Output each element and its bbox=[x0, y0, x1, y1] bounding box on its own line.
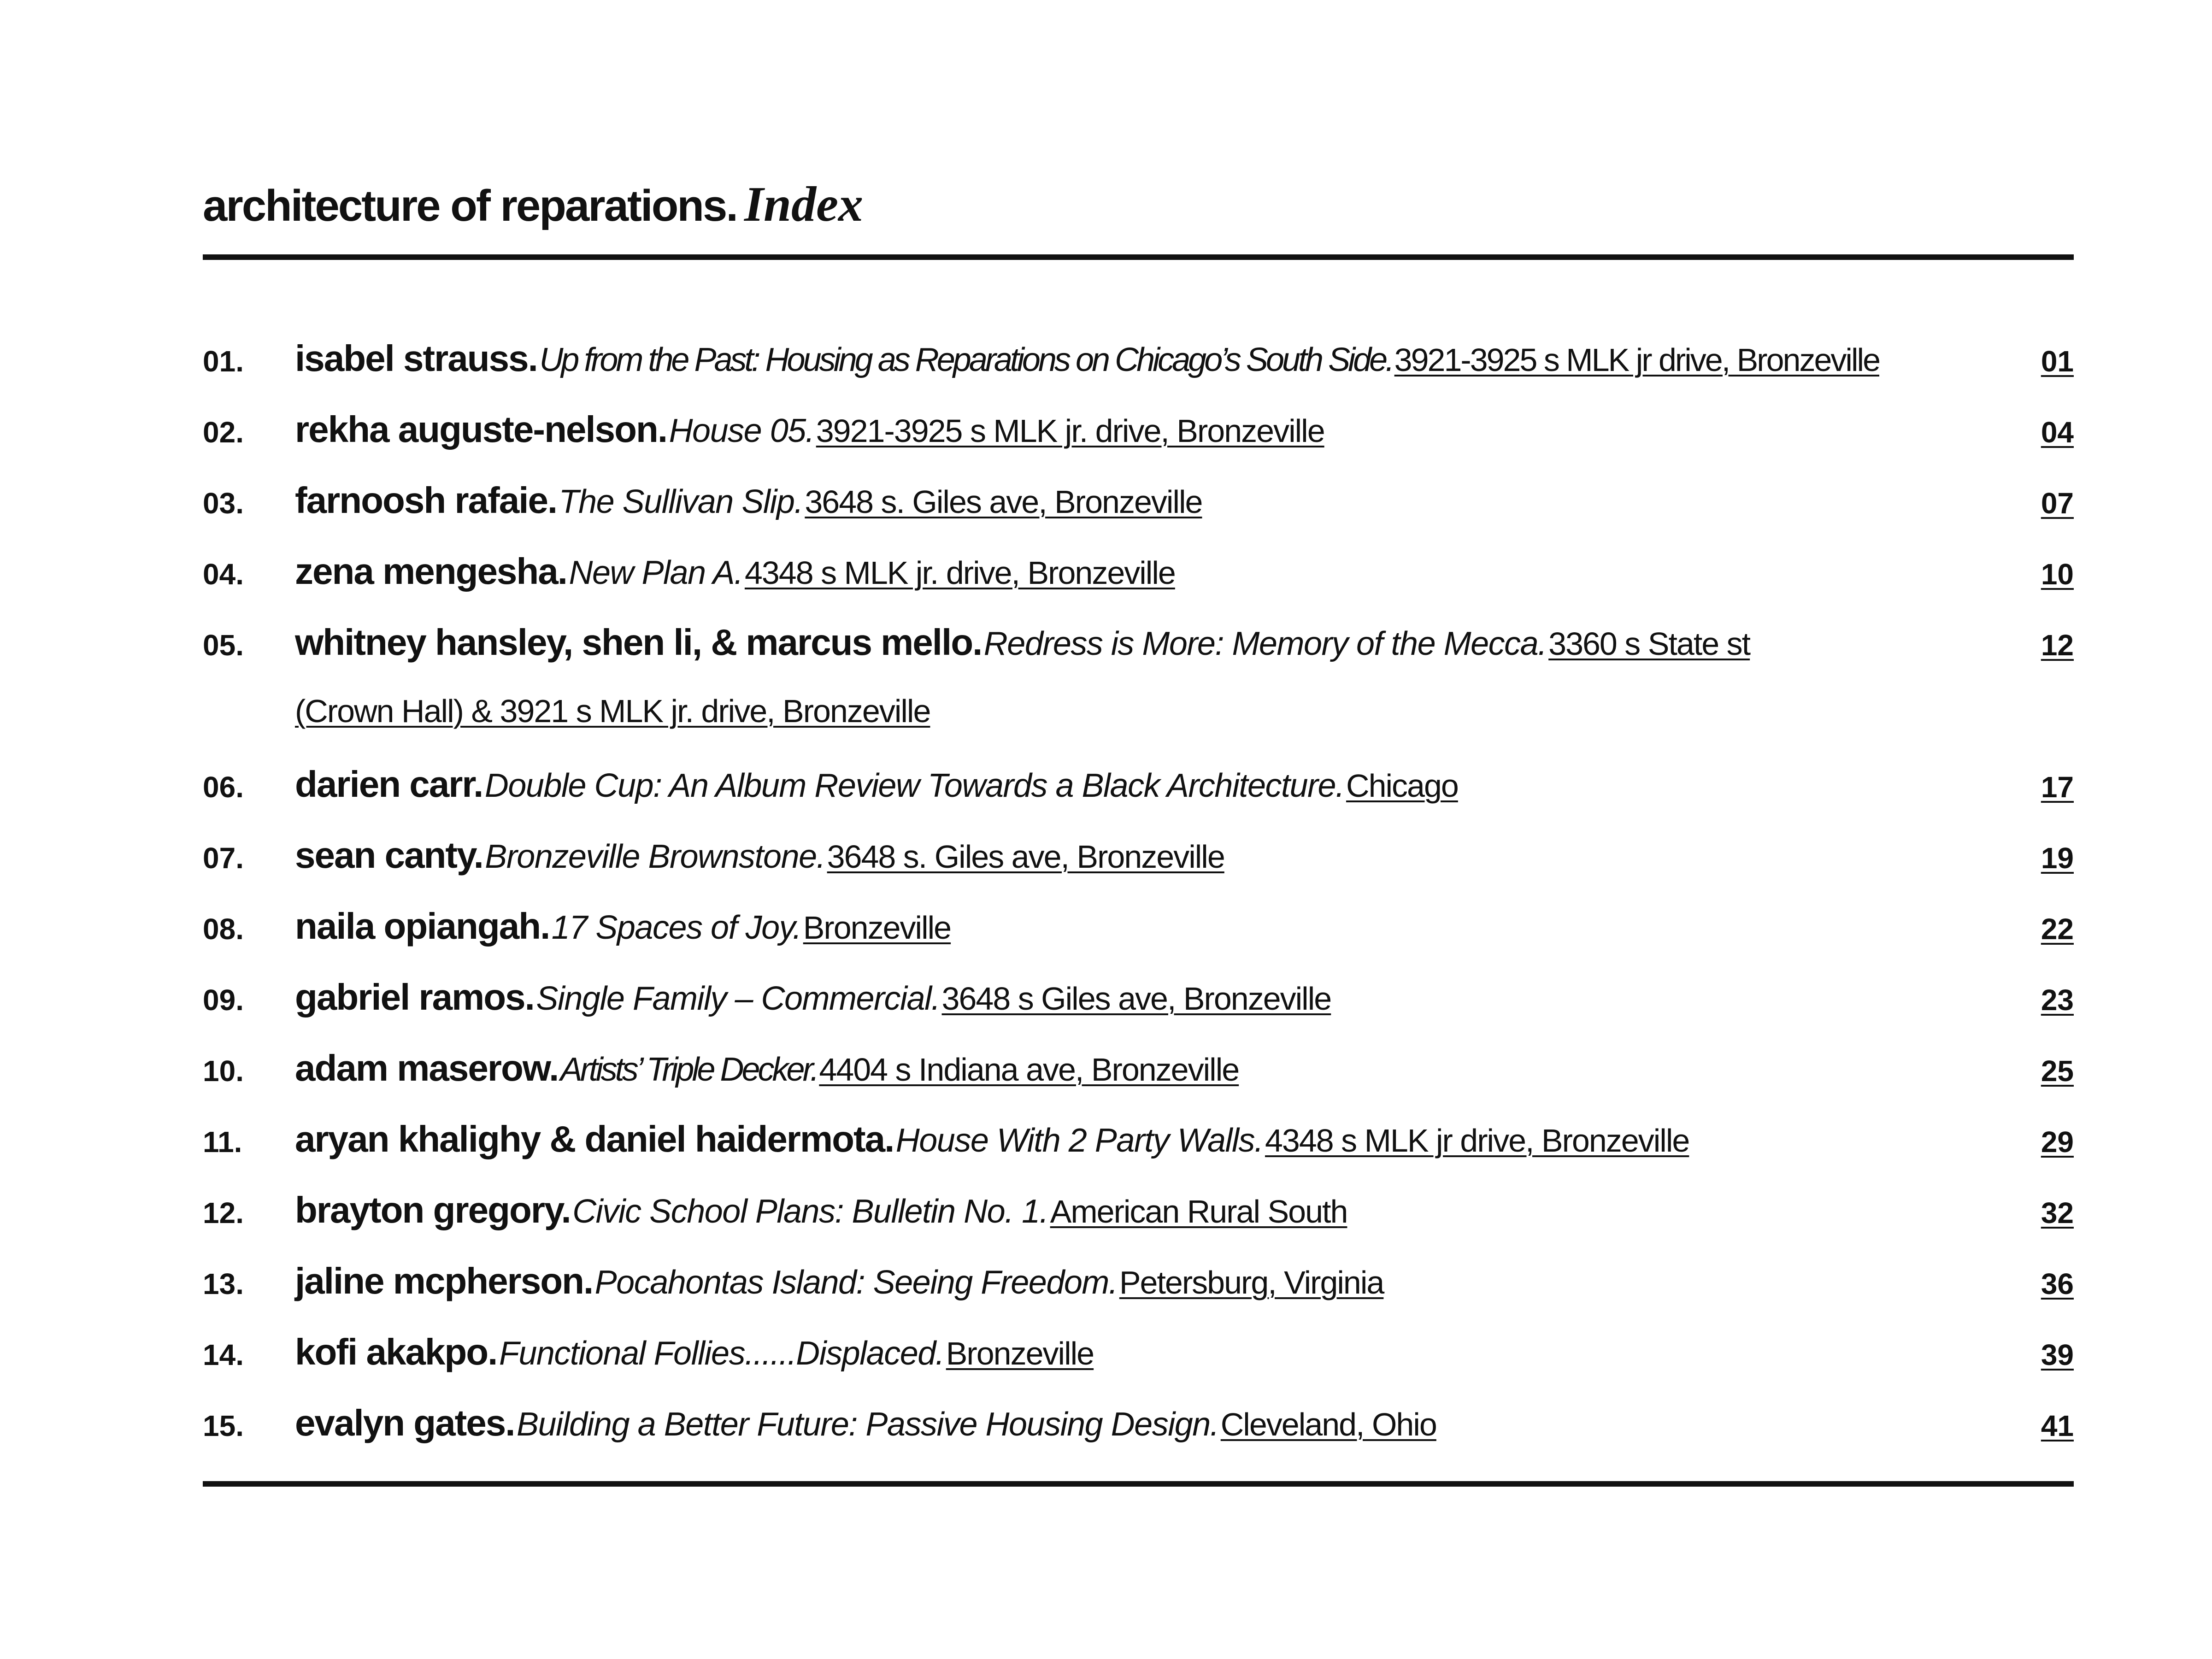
entry-line bbox=[295, 340, 2000, 377]
entry-number: 10. bbox=[203, 1054, 244, 1088]
top-rule bbox=[203, 254, 2074, 260]
entry-line bbox=[295, 837, 2000, 874]
entry-location-link[interactable]: 3648 s. Giles ave, Bronzeville bbox=[805, 484, 1202, 520]
entry-page-link[interactable]: 07 bbox=[2041, 487, 2074, 520]
entry-line bbox=[295, 979, 2000, 1016]
entry-work-title: New Plan A. bbox=[569, 554, 743, 591]
entry-line bbox=[295, 1402, 2000, 1443]
entry-location-link[interactable]: 3921-3925 s MLK jr drive, Bronzeville bbox=[1394, 342, 1879, 378]
entry-location-link[interactable]: 3648 s. Giles ave, Bronzeville bbox=[827, 839, 1224, 875]
entry-page-link[interactable]: 17 bbox=[2041, 771, 2074, 804]
entry-page-link[interactable]: 23 bbox=[2041, 983, 2074, 1017]
entry-line bbox=[295, 624, 2000, 661]
entry-page-link[interactable]: 12 bbox=[2041, 629, 2074, 662]
entry-location-link[interactable]: American Rural South bbox=[1050, 1194, 1347, 1230]
entry-author: gabriel ramos. bbox=[295, 977, 534, 1018]
entry-location-link[interactable]: Bronzeville bbox=[946, 1335, 1094, 1371]
entry-line bbox=[295, 553, 2000, 590]
entry-number: 03. bbox=[203, 487, 244, 520]
entry-page-link[interactable]: 29 bbox=[2041, 1125, 2074, 1159]
entry-work-title: Double Cup: An Album Review Towards a Black Architecture. bbox=[484, 767, 1344, 804]
entry-work-title: 17 Spaces of Joy. bbox=[551, 909, 801, 946]
entry-work-title: Bronzeville Brownstone. bbox=[485, 838, 825, 875]
entry-work-title: Building a Better Future: Passive Housing Design. bbox=[516, 1406, 1219, 1443]
entry-author: sean canty. bbox=[295, 835, 483, 876]
entry-author: aryan khalighy & daniel haidermota. bbox=[295, 1118, 894, 1159]
entry-location-link[interactable]: 4348 s MLK jr. drive, Bronzeville bbox=[744, 555, 1175, 591]
entry-number: 11. bbox=[203, 1125, 242, 1159]
entry-author: adam maserow. bbox=[295, 1047, 559, 1088]
entry-number: 12. bbox=[203, 1196, 244, 1230]
entry-number: 09. bbox=[203, 983, 244, 1017]
entry-work-title: House 05. bbox=[669, 412, 814, 449]
entry-author: isabel strauss. bbox=[295, 338, 537, 379]
entry-number: 06. bbox=[203, 771, 244, 804]
entry-page-link[interactable]: 39 bbox=[2041, 1338, 2074, 1371]
entry-work-title: Single Family – Commercial. bbox=[536, 980, 940, 1017]
entry-author: farnoosh rafaie. bbox=[295, 480, 557, 521]
entry-location-link[interactable]: 4404 s Indiana ave, Bronzeville bbox=[819, 1052, 1239, 1088]
entry-line bbox=[295, 411, 2000, 448]
entry-author: whitney hansley, shen li, & marcus mello. bbox=[295, 622, 982, 663]
entry-location-link[interactable]: 3648 s Giles ave, Bronzeville bbox=[941, 981, 1331, 1017]
entry-location-link[interactable]: 3921-3925 s MLK jr. drive, Bronzeville bbox=[816, 413, 1324, 449]
entry-work-title: Pocahontas Island: Seeing Freedom. bbox=[594, 1264, 1118, 1301]
entry-number: 08. bbox=[203, 912, 244, 946]
entry-number: 13. bbox=[203, 1267, 244, 1300]
entry-location-link[interactable]: 4348 s MLK jr drive, Bronzeville bbox=[1265, 1123, 1689, 1159]
entry-author: evalyn gates. bbox=[295, 1402, 515, 1443]
entry-location-link[interactable]: Petersburg, Virginia bbox=[1119, 1265, 1384, 1300]
title-index: Index bbox=[744, 177, 864, 232]
entry-line bbox=[295, 908, 2000, 945]
entry-number: 14. bbox=[203, 1338, 244, 1371]
entry-author: jaline mcpherson. bbox=[295, 1260, 593, 1301]
entry-number: 02. bbox=[203, 416, 244, 449]
entry-work-title: House With 2 Party Walls. bbox=[895, 1122, 1263, 1159]
entry-author: kofi akakpo. bbox=[295, 1331, 497, 1372]
entry-author: darien carr. bbox=[295, 764, 483, 805]
entry-number: 04. bbox=[203, 558, 244, 591]
entry-author: zena mengesha. bbox=[295, 551, 567, 592]
entry-work-title: Functional Follies......Displaced. bbox=[499, 1335, 944, 1372]
entry-author: naila opiangah. bbox=[295, 906, 550, 947]
entry-page-link[interactable]: 01 bbox=[2041, 345, 2074, 378]
entry-number: 01. bbox=[203, 345, 244, 378]
entry-page-link[interactable]: 32 bbox=[2041, 1196, 2074, 1230]
entry-page-link[interactable]: 22 bbox=[2041, 912, 2074, 946]
entry-location-link[interactable]: Bronzeville bbox=[803, 910, 951, 946]
entry-page-link[interactable]: 10 bbox=[2041, 558, 2074, 591]
title-main: architecture of reparations. bbox=[203, 181, 737, 230]
entry-page-link[interactable]: 25 bbox=[2041, 1054, 2074, 1088]
entry-work-title: The Sullivan Slip. bbox=[559, 483, 803, 520]
entry-location-link[interactable]: 3360 s State st bbox=[1548, 626, 1750, 662]
entry-work-title: Up from the Past: Housing as Reparations on Chicago’s South Side. bbox=[539, 341, 1393, 378]
entry-location-link[interactable]: Chicago bbox=[1346, 768, 1458, 804]
entry-author: rekha auguste-nelson. bbox=[295, 409, 667, 450]
entry-line bbox=[295, 766, 2000, 803]
entry-page-link[interactable]: 41 bbox=[2041, 1409, 2074, 1442]
entry-line bbox=[295, 1118, 2000, 1159]
entry-number: 07. bbox=[203, 841, 244, 875]
entry-work-title: Civic School Plans: Bulletin No. 1. bbox=[572, 1193, 1048, 1230]
entry-author: brayton gregory. bbox=[295, 1189, 571, 1230]
entry-page-link[interactable]: 36 bbox=[2041, 1267, 2074, 1300]
entry-line-continued bbox=[295, 695, 2000, 727]
entry-number: 05. bbox=[203, 629, 244, 662]
entry-location-link[interactable]: Cleveland, Ohio bbox=[1220, 1406, 1436, 1442]
bottom-rule bbox=[203, 1481, 2074, 1487]
entry-location-link-continued[interactable]: (Crown Hall) & 3921 s MLK jr. drive, Bronzeville bbox=[295, 693, 930, 729]
entry-work-title: Artists’ Triple Decker. bbox=[560, 1051, 817, 1088]
entry-page-link[interactable]: 04 bbox=[2041, 416, 2074, 449]
entry-page-link[interactable]: 19 bbox=[2041, 841, 2074, 875]
entry-line bbox=[295, 1260, 2000, 1301]
entry-line bbox=[295, 1047, 2000, 1088]
entry-line bbox=[295, 1331, 2000, 1372]
page-title bbox=[203, 177, 2074, 235]
entry-number: 15. bbox=[203, 1409, 244, 1442]
entry-line bbox=[295, 482, 2000, 519]
entry-line bbox=[295, 1189, 2000, 1230]
entry-work-title: Redress is More: Memory of the Mecca. bbox=[983, 625, 1547, 662]
